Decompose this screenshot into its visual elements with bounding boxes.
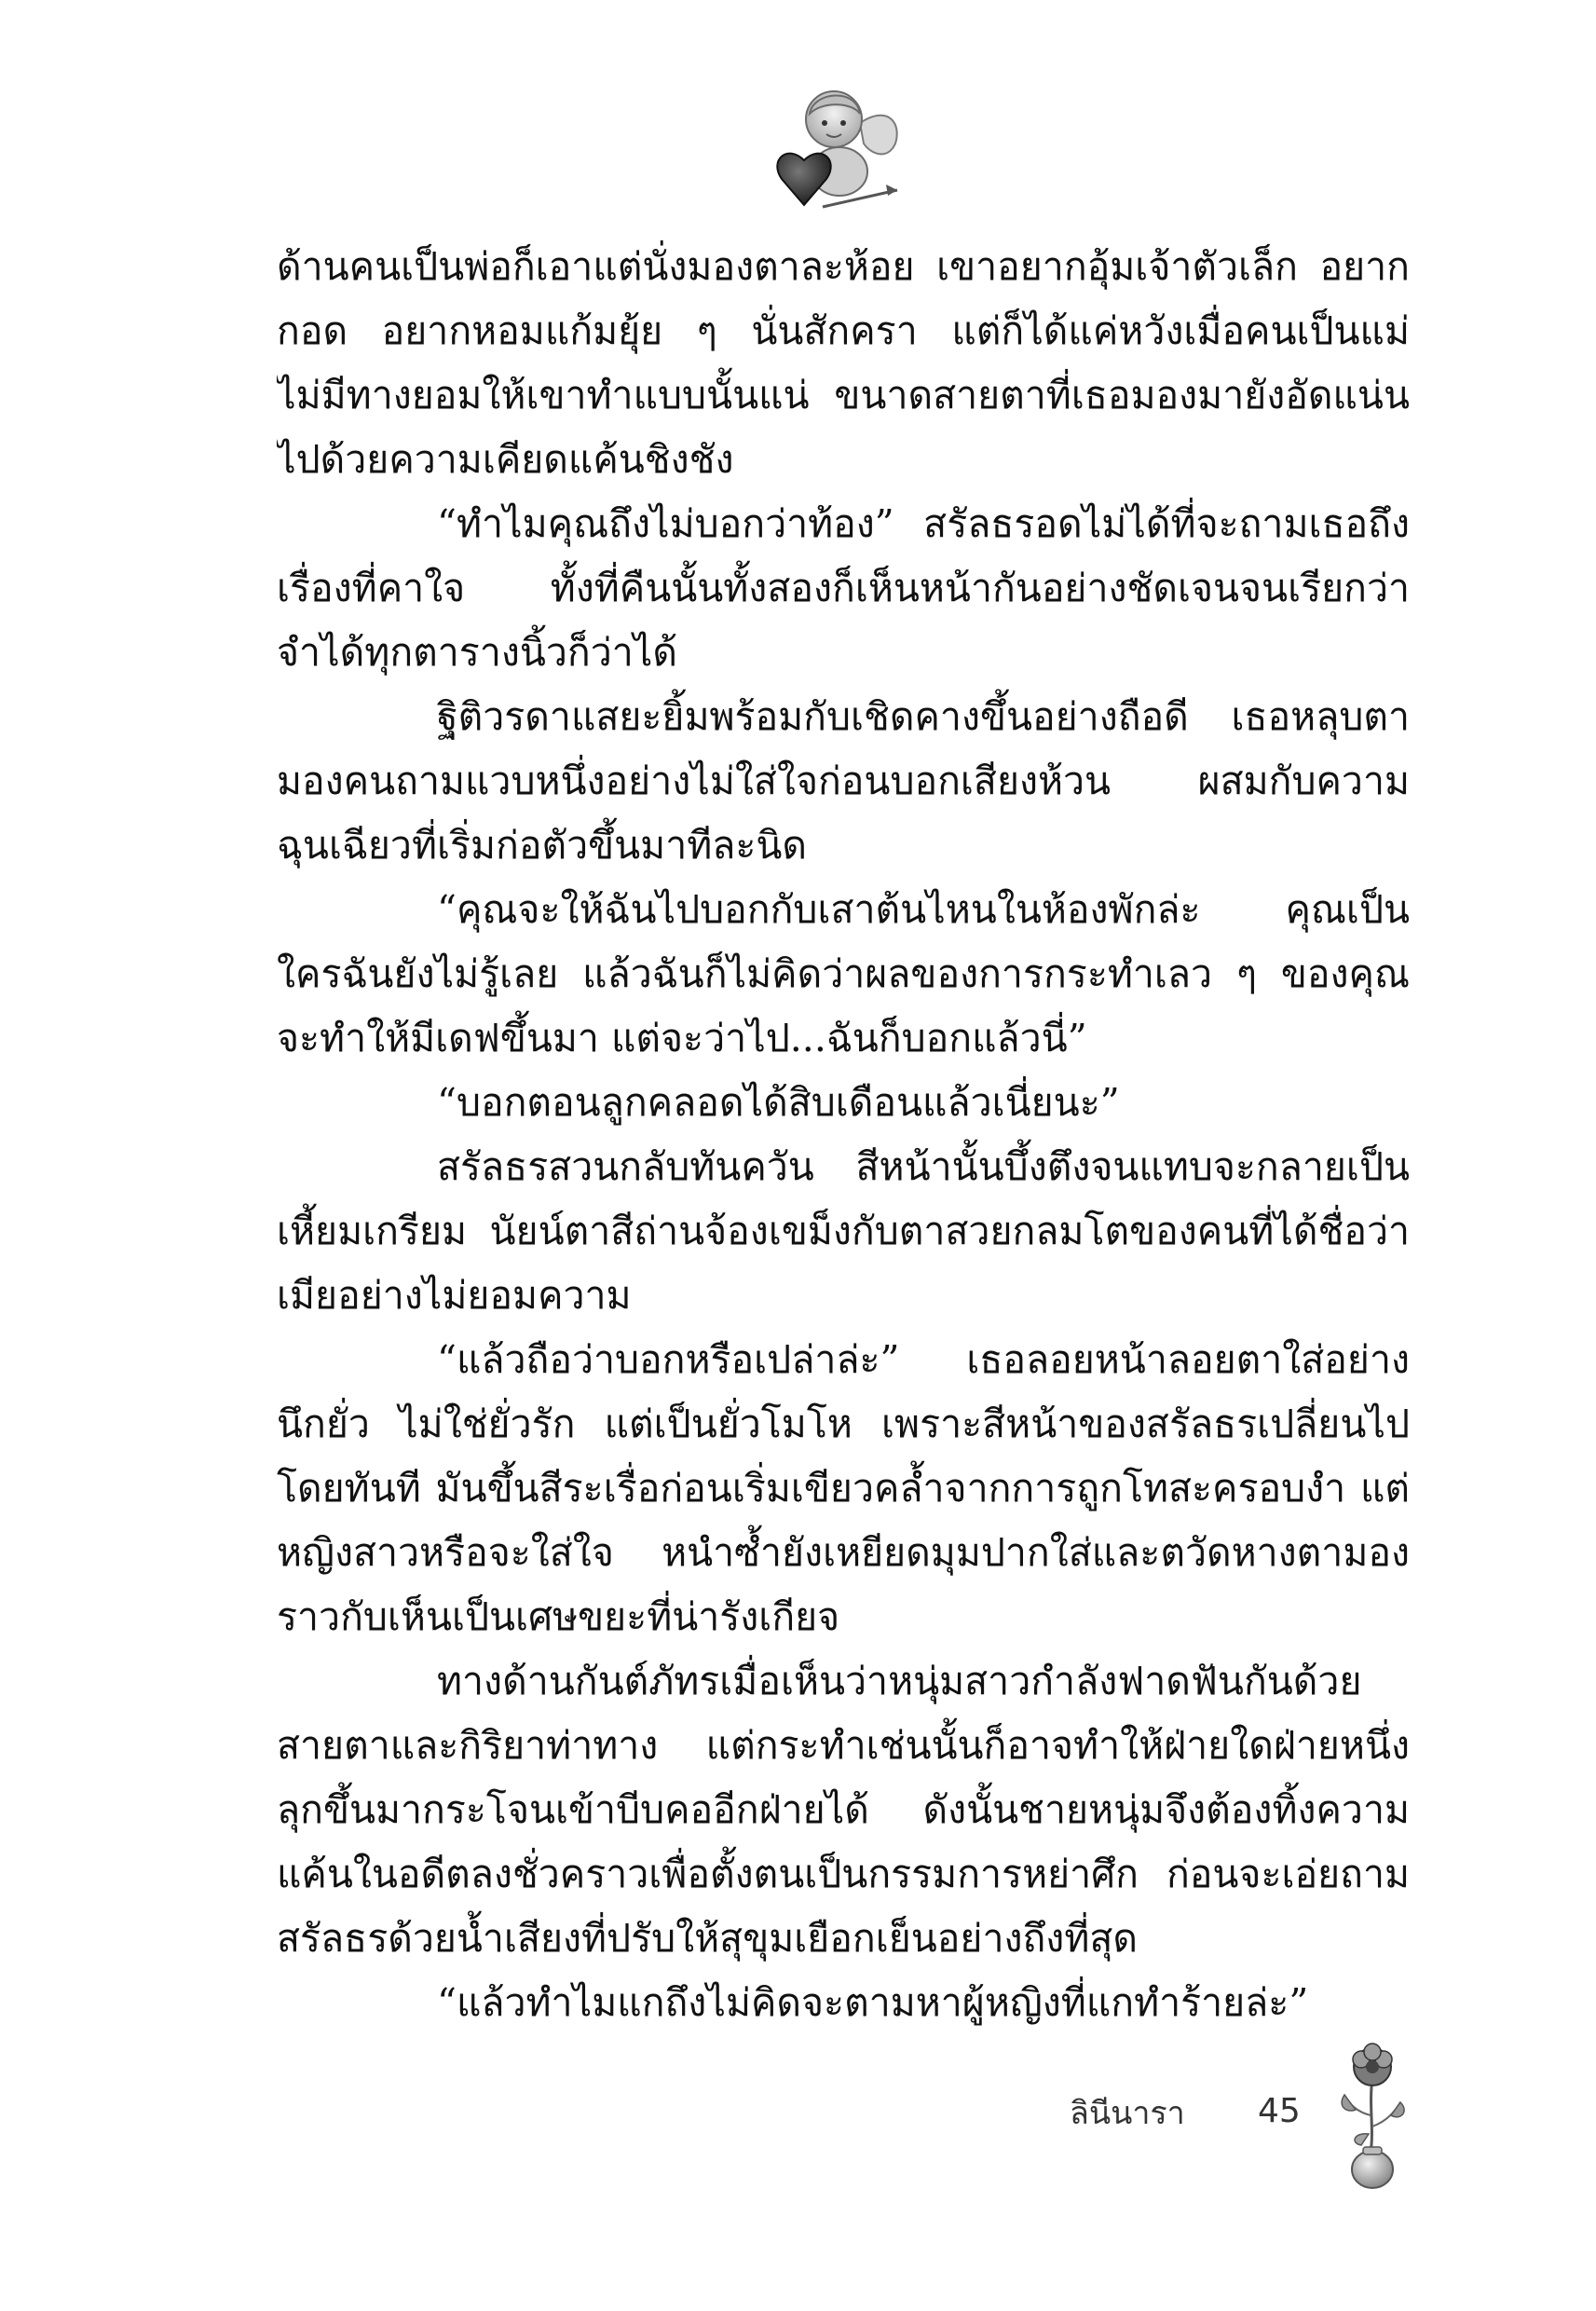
running-title: ลินีนารา [1070, 2095, 1185, 2132]
text-line: ไปด้วยความเคียดแค้นชิงชัง [277, 437, 734, 482]
text-line: “แล้วทำไมแกถึงไม่คิดจะตามหาผู้หญิงที่แกทำร้ายล่ะ” [437, 1980, 1309, 2025]
text-line: ฐิติวรดาแสยะยิ้มพร้อมกับเชิดคางขึ้นอย่างถือดี เธอหลุบตา [437, 694, 1410, 739]
text-line: “คุณจะให้ฉันไปบอกกับเสาต้นไหนในห้องพักล่ะ คุณเป็น [437, 887, 1410, 932]
flower-vase-icon [1328, 2041, 1417, 2190]
text-line: เรื่องที่คาใจ ทั้งที่คืนนั้นทั้งสองก็เห็นหน้ากันอย่างชัดเจนจนเรียกว่า [277, 566, 1410, 610]
cupid-with-heart-icon [767, 86, 903, 216]
text-line: สายตาและกิริยาท่าทาง แต่กระทำเช่นนั้นก็อาจทำให้ฝ่ายใดฝ่ายหนึ่ง [277, 1723, 1410, 1768]
text-line: มองคนถามแวบหนึ่งอย่างไม่ใส่ใจก่อนบอกเสียงห้วน ผสมกับความ [277, 759, 1410, 803]
text-line: เหี้ยมเกรียม นัยน์ตาสีถ่านจ้องเขม็งกับตาสวยกลมโตของคนที่ได้ชื่อว่า [277, 1209, 1410, 1253]
body-text [277, 235, 1410, 2035]
text-line: จำได้ทุกตารางนิ้วก็ว่าได้ [277, 630, 678, 675]
text-line: นึกยั่ว ไม่ใช่ยั่วรัก แต่เป็นยั่วโมโห เพราะสีหน้าของสรัลธรเปลี่ยนไป [277, 1402, 1410, 1446]
text-line: ฉุนเฉียวที่เริ่มก่อตัวขึ้นมาทีละนิด [277, 823, 808, 868]
text-line: “ทำไมคุณถึงไม่บอกว่าท้อง” สรัลธรอดไม่ได้ที่จะถามเธอถึง [437, 501, 1410, 546]
text-line: หญิงสาวหรือจะใส่ใจ หนำซ้ำยังเหยียดมุมปากใส่และตวัดหางตามอง [277, 1530, 1410, 1575]
text-line: สรัลธรสวนกลับทันควัน สีหน้านั้นบึ้งตึงจนแทบจะกลายเป็น [437, 1144, 1410, 1189]
text-line: จะทำให้มีเดฟขึ้นมา แต่จะว่าไป...ฉันก็บอกแล้วนี่” [277, 1016, 1087, 1060]
text-line: เมียอย่างไม่ยอมความ [277, 1273, 632, 1318]
page-number: 45 [1258, 2092, 1301, 2130]
text-line: ราวกับเห็นเป็นเศษขยะที่น่ารังเกียจ [277, 1594, 840, 1639]
text-line: “บอกตอนลูกคลอดได้สิบเดือนแล้วเนี่ยนะ” [437, 1080, 1120, 1125]
text-line: ด้านคนเป็นพ่อก็เอาแต่นั่งมองตาละห้อย เขาอยากอุ้มเจ้าตัวเล็ก อยาก [277, 244, 1410, 289]
text-line: “แล้วถือว่าบอกหรือเปล่าล่ะ” เธอลอยหน้าลอยตาใส่อย่าง [437, 1337, 1410, 1382]
text-line: ใครฉันยังไม่รู้เลย แล้วฉันก็ไม่คิดว่าผลของการกระทำเลว ๆ ของคุณ [277, 951, 1410, 996]
text-line: สรัลธรด้วยน้ำเสียงที่ปรับให้สุขุมเยือกเย็นอย่างถึงที่สุด [277, 1916, 1139, 1961]
text-line: กอด อยากหอมแก้มยุ้ย ๆ นั่นสักครา แต่ก็ได้แค่หวังเมื่อคนเป็นแม่ [277, 308, 1410, 353]
text-line: ทางด้านกันต์ภัทรเมื่อเห็นว่าหนุ่มสาวกำลังฟาดฟันกันด้วย [437, 1659, 1362, 1703]
text-line: โดยทันที มันขึ้นสีระเรื่อก่อนเริ่มเขียวคล้ำจากการถูกโทสะครอบงำ แต่ [277, 1466, 1410, 1511]
text-line: แค้นในอดีตลงชั่วคราวเพื่อตั้งตนเป็นกรรมการหย่าศึก ก่อนจะเอ่ยถาม [277, 1852, 1410, 1896]
text-line: ลุกขึ้นมากระโจนเข้าบีบคออีกฝ่ายได้ ดังนั้นชายหนุ่มจึงต้องทิ้งความ [277, 1787, 1410, 1832]
text-line: ไม่มีทางยอมให้เขาทำแบบนั้นแน่ ขนาดสายตาที่เธอมองมายังอัดแน่น [277, 373, 1410, 417]
